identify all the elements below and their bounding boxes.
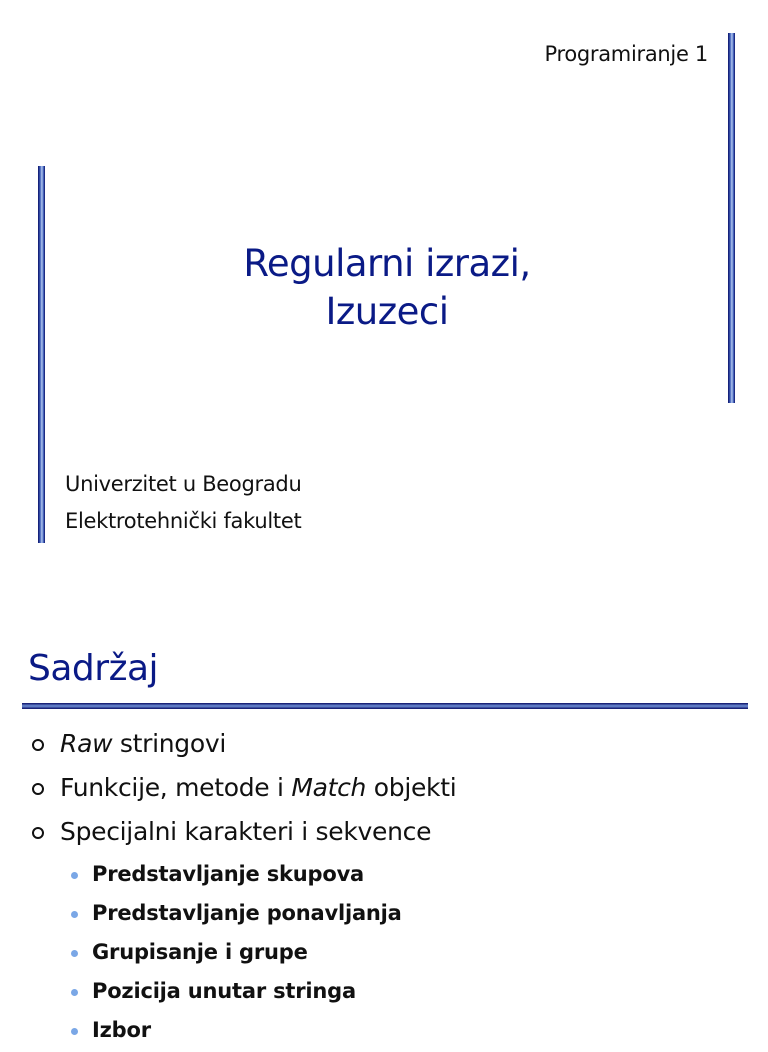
- item-text: Funkcije, metode i: [60, 773, 292, 802]
- sub-item-text: Pozicija unutar stringa: [92, 979, 356, 1003]
- dot-bullet-icon: [71, 872, 78, 879]
- item-italic: Raw: [60, 729, 113, 758]
- list-item: [30, 725, 456, 769]
- circle-bullet-icon: [32, 827, 44, 839]
- left-accent-bar: [38, 166, 45, 543]
- sub-list-item: [30, 974, 456, 1013]
- university-name: Univerzitet u Beogradu: [65, 472, 302, 496]
- circle-bullet-icon: [32, 783, 44, 795]
- circle-bullet-icon: [32, 739, 44, 751]
- sub-list-item: [30, 935, 456, 974]
- title-line-1: Regularni izrazi,: [243, 242, 531, 285]
- item-text: stringovi: [112, 729, 226, 758]
- right-accent-bar: [728, 33, 735, 403]
- title-underline: [22, 703, 748, 709]
- faculty-name: Elektrotehnički fakultet: [65, 509, 302, 533]
- slide-title: [0, 240, 768, 336]
- sub-list-item: [30, 896, 456, 935]
- item-text: Specijalni karakteri i sekvence: [60, 817, 432, 846]
- sub-list-item: [30, 857, 456, 896]
- contents-list: [30, 725, 456, 1052]
- item-italic: Match: [291, 773, 367, 802]
- list-item: [30, 813, 456, 857]
- dot-bullet-icon: [71, 911, 78, 918]
- course-label: Programiranje 1: [544, 42, 708, 66]
- sub-item-text: Predstavljanje skupova: [92, 862, 365, 886]
- list-item: [30, 769, 456, 813]
- sub-item-text: Predstavljanje ponavljanja: [92, 901, 402, 925]
- sub-item-text: Izbor: [92, 1018, 151, 1042]
- dot-bullet-icon: [71, 1028, 78, 1035]
- dot-bullet-icon: [71, 950, 78, 957]
- item-text: objekti: [366, 773, 457, 802]
- title-line-2: Izuzeci: [325, 290, 449, 333]
- contents-title: Sadržaj: [28, 648, 159, 689]
- sub-item-text: Grupisanje i grupe: [92, 940, 308, 964]
- dot-bullet-icon: [71, 989, 78, 996]
- sub-list-item: [30, 1013, 456, 1052]
- affiliation: [65, 466, 301, 540]
